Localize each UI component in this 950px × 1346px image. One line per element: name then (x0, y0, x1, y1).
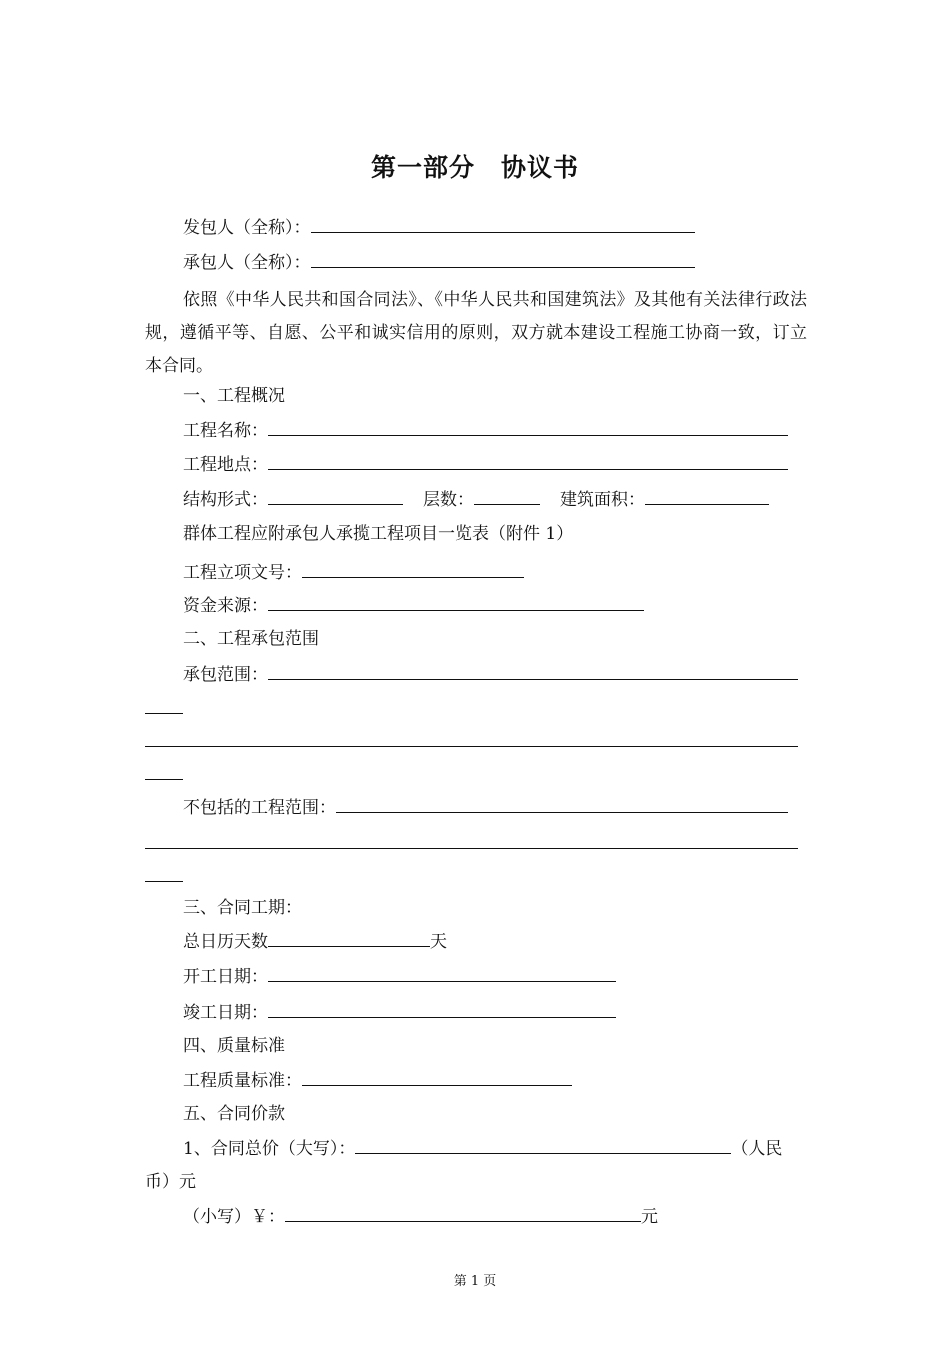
scope-rule-1[interactable] (145, 713, 183, 714)
excluded-rule-1[interactable] (145, 848, 798, 849)
quality-standard-line (183, 1069, 572, 1092)
total-price-suffix-a: （人民 (731, 1139, 783, 1159)
contractor-blank[interactable] (311, 251, 695, 268)
area-label: 建筑面积： (560, 490, 645, 510)
contractor-label: 承包人（全称）： (183, 253, 311, 273)
excluded-rule-2[interactable] (145, 881, 183, 882)
total-price-blank[interactable] (355, 1137, 731, 1154)
contractor-line (183, 251, 695, 274)
start-date-blank[interactable] (268, 965, 616, 982)
total-days-blank[interactable] (268, 930, 430, 947)
section3-heading: 三、合同工期： (183, 898, 302, 918)
project-location-line (183, 453, 788, 476)
scope-rule-3[interactable] (145, 779, 183, 780)
small-price-unit: 元 (641, 1207, 658, 1227)
start-date-label: 开工日期： (183, 967, 268, 987)
approval-number-label: 工程立项文号： (183, 563, 302, 583)
project-name-label: 工程名称： (183, 421, 268, 441)
quality-standard-label: 工程质量标准： (183, 1071, 302, 1091)
structure-blank[interactable] (268, 488, 403, 505)
approval-number-line (183, 561, 524, 584)
project-location-blank[interactable] (268, 453, 788, 470)
area-blank[interactable] (645, 488, 769, 505)
structure-line (183, 488, 769, 511)
structure-label: 结构形式： (183, 490, 268, 510)
funding-source-label: 资金来源： (183, 596, 268, 616)
excluded-scope-label: 不包括的工程范围： (183, 798, 336, 818)
total-days-label: 总日历天数 (183, 932, 268, 952)
total-price-suffix-b: 币）元 (145, 1172, 196, 1192)
project-location-label: 工程地点： (183, 455, 268, 475)
project-name-line (183, 419, 788, 442)
floors-blank[interactable] (474, 488, 540, 505)
funding-source-line (183, 594, 644, 617)
scope-blank[interactable] (268, 663, 798, 680)
section1-heading: 一、工程概况 (183, 386, 285, 406)
scope-rule-2[interactable] (145, 746, 798, 747)
total-price-label: 1、合同总价（大写）： (183, 1139, 356, 1159)
section5-heading: 五、合同价款 (183, 1104, 285, 1124)
floors-label: 层数： (423, 490, 474, 510)
total-days-unit: 天 (430, 932, 447, 952)
end-date-label: 竣工日期： (183, 1003, 268, 1023)
employer-label: 发包人（全称）： (183, 218, 311, 238)
project-name-blank[interactable] (268, 419, 788, 436)
employer-blank[interactable] (311, 216, 695, 233)
end-date-line (183, 1001, 616, 1024)
section4-heading: 四、质量标准 (183, 1036, 285, 1056)
approval-number-blank[interactable] (302, 561, 524, 578)
employer-line (183, 216, 695, 239)
total-days-line (183, 930, 447, 953)
excluded-scope-line (183, 796, 788, 819)
small-price-blank[interactable] (285, 1205, 641, 1222)
scope-label: 承包范围： (183, 665, 268, 685)
excluded-scope-blank[interactable] (336, 796, 788, 813)
group-project-note: 群体工程应附承包人承揽工程项目一览表（附件 1） (183, 524, 574, 544)
small-price-label: （小写）￥： (183, 1207, 285, 1227)
quality-standard-blank[interactable] (302, 1069, 572, 1086)
section2-heading: 二、工程承包范围 (183, 629, 319, 649)
total-price-line (183, 1137, 782, 1160)
page-title: 第一部分 协议书 (370, 153, 579, 182)
scope-line (183, 663, 798, 686)
intro-paragraph: 依照《中华人民共和国合同法》、《中华人民共和国建筑法》及其他有关法律行政法规，遵循平等、自愿、公平和诚实信用的原则，双方就本建设工程施工协商一致，订立本合同。 (145, 290, 807, 376)
small-price-line (183, 1205, 658, 1228)
end-date-blank[interactable] (268, 1001, 616, 1018)
funding-source-blank[interactable] (268, 594, 644, 611)
start-date-line (183, 965, 616, 988)
page-number: 第 1 页 (453, 1274, 497, 1289)
